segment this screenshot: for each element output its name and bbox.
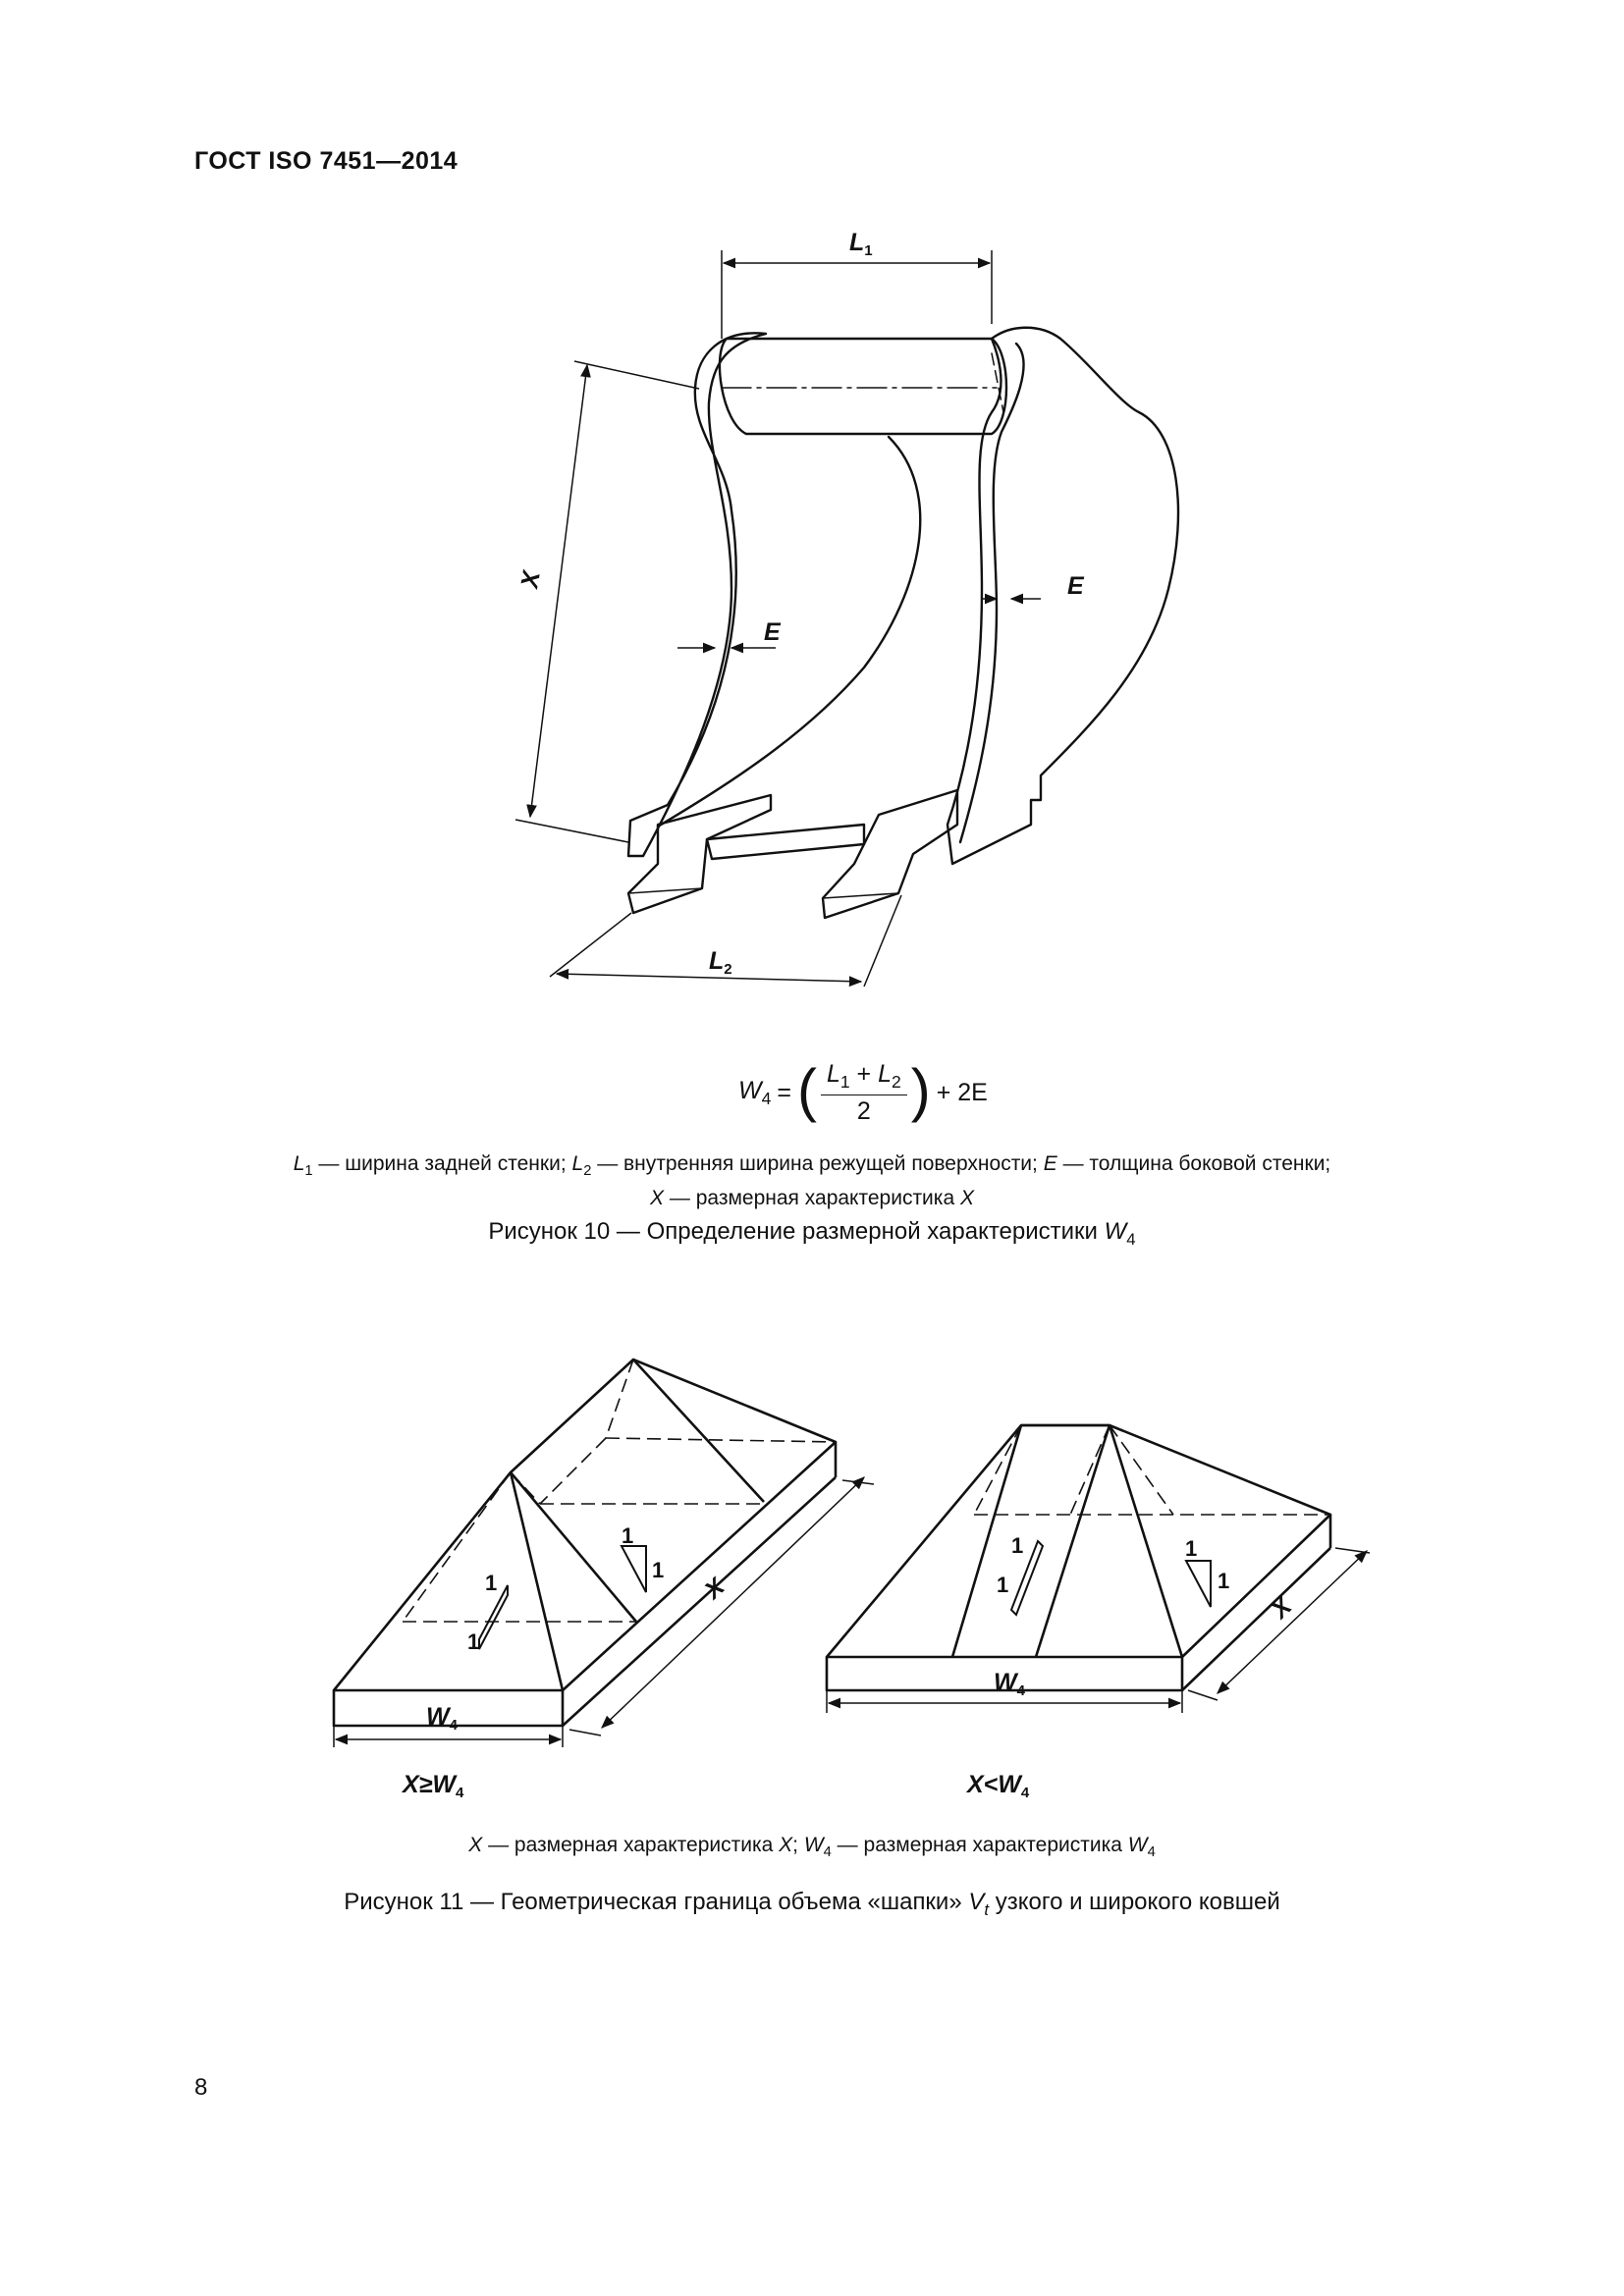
label-L1: $L_1$ xyxy=(849,229,873,259)
formula-lhs: $W_4$ xyxy=(738,1077,772,1108)
right-slope-side-value: 1 xyxy=(1218,1569,1230,1593)
right-slope-top-value: 1 xyxy=(1185,1536,1198,1561)
left-heap-shape xyxy=(334,1360,836,1726)
figure-10-caption: Рисунок 10 — Определение размерной характеристики $W_4$ xyxy=(488,1218,1136,1249)
paren-close: ) xyxy=(910,1056,931,1123)
figure-11-caption: Рисунок 11 — Геометрическая граница объема «шапки» $V_t$ узкого и широкого ковшей xyxy=(344,1889,1280,1919)
formula-tail: + 2E xyxy=(936,1079,988,1106)
left-slope-side-value: 1 xyxy=(652,1558,665,1582)
right-slope-triangle-top xyxy=(1186,1561,1211,1607)
left-dim-X xyxy=(602,1477,864,1728)
left-label-W4: $W_4$ xyxy=(426,1703,458,1734)
paren-open: ( xyxy=(796,1056,817,1123)
right-slope-side-top: 1 xyxy=(1011,1533,1024,1558)
formula-denominator: 2 xyxy=(856,1097,871,1125)
right-slope-side-bottom: 1 xyxy=(997,1573,1009,1597)
right-heap-shape xyxy=(827,1425,1330,1690)
document-code: ГОСТ ISO 7451—2014 xyxy=(194,147,459,175)
right-label-X: X xyxy=(1266,1592,1298,1625)
right-label-W4: $W_4$ xyxy=(994,1669,1025,1699)
left-slope-triangle-top xyxy=(622,1546,646,1592)
figure-11-legend: X — размерная характеристика X; $W_4$ — размерная характеристика $W_4$ xyxy=(468,1834,1156,1861)
right-condition: $X<W_4$ xyxy=(967,1771,1030,1801)
label-E-left: E xyxy=(764,618,781,646)
left-label-X: X xyxy=(699,1573,731,1605)
legend-line-2: X — размерная характеристика X xyxy=(650,1187,974,1210)
formula-numerator: $L_1 + L_2$ xyxy=(821,1060,907,1095)
label-X: X xyxy=(515,568,546,591)
left-condition: $X\ge W_4$ xyxy=(403,1771,464,1801)
left-slope-side-bottom: 1 xyxy=(467,1629,480,1654)
legend-line-1: $L_1$ — ширина задней стенки; $L_2$ — внутренняя ширина режущей поверхности; E — толщина боковой стенки; xyxy=(293,1152,1331,1180)
left-slope-top-value: 1 xyxy=(622,1523,634,1548)
formula-eq: = xyxy=(777,1079,791,1106)
label-L2: $L_2$ xyxy=(709,947,732,978)
left-slope-side-top: 1 xyxy=(485,1571,498,1595)
label-E-right: E xyxy=(1067,572,1084,600)
right-dim-X xyxy=(1218,1551,1367,1693)
page-number: 8 xyxy=(194,2074,208,2101)
